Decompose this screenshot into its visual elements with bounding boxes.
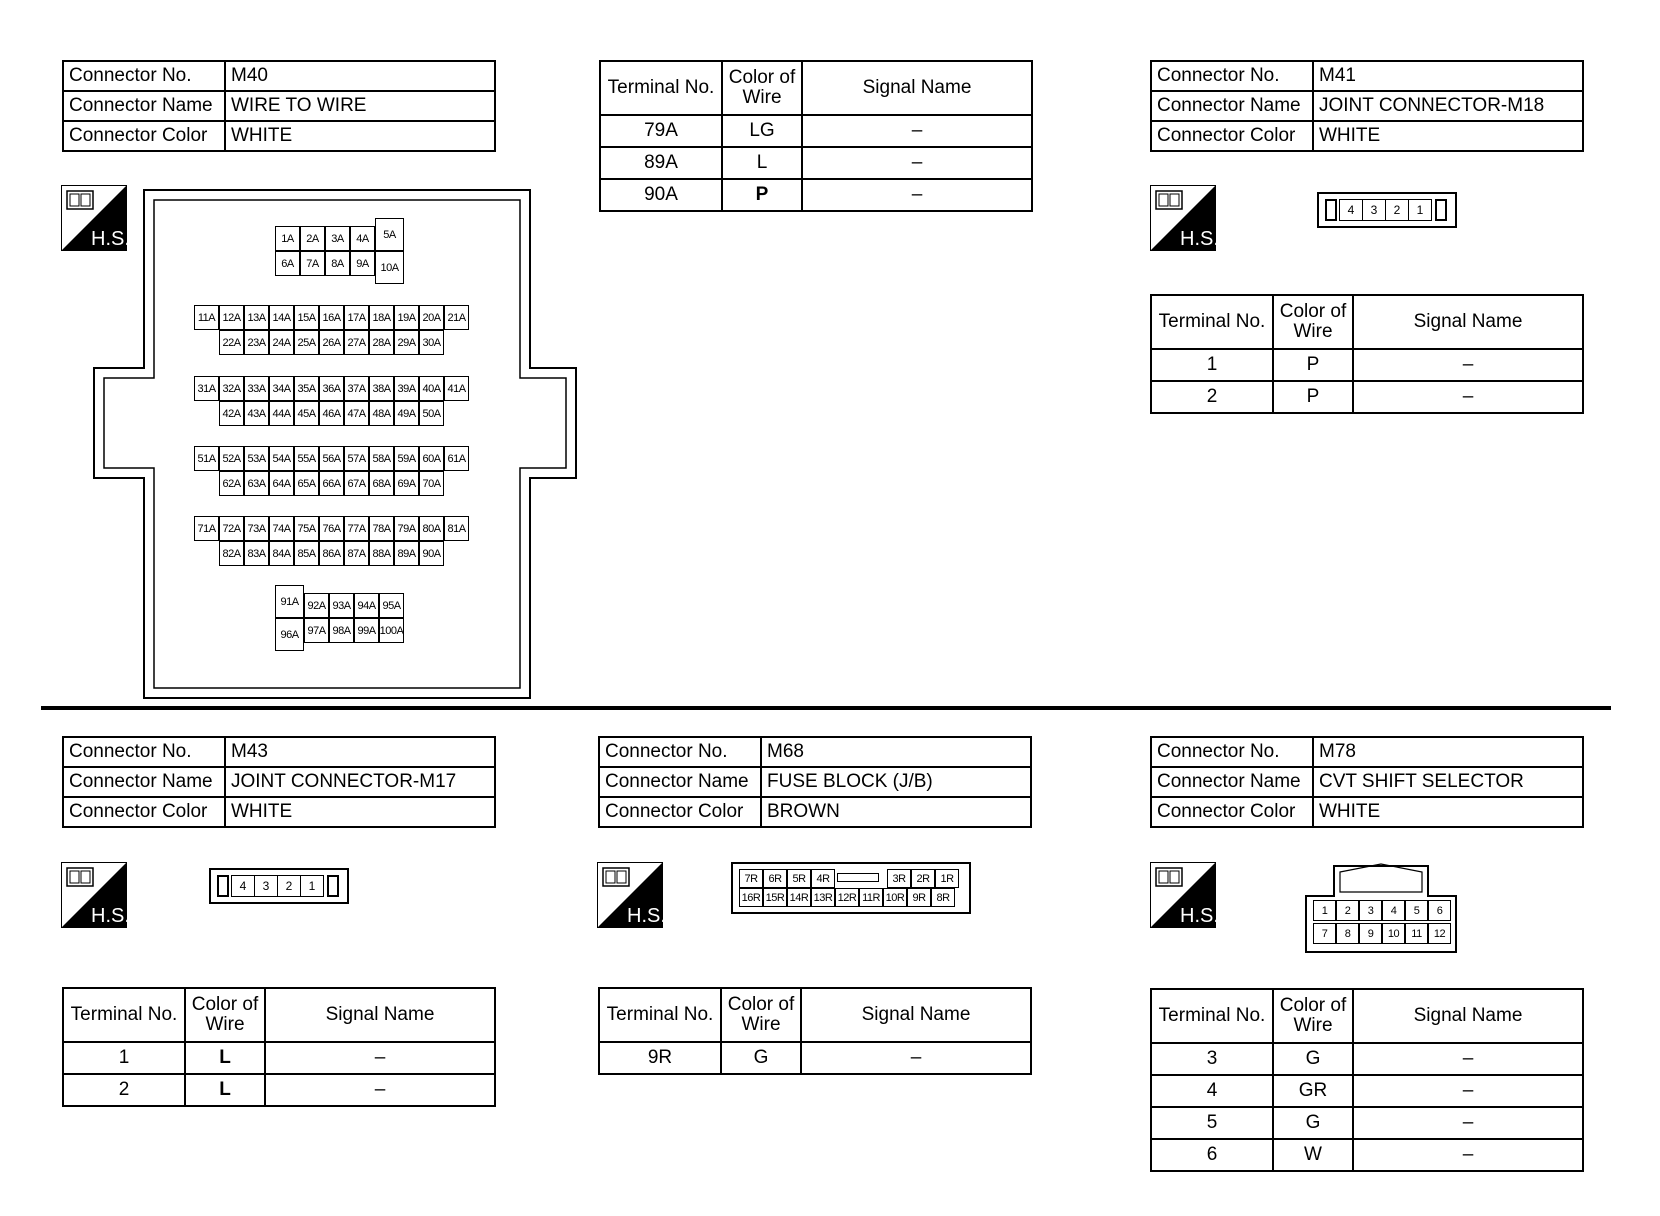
- pin: 18A: [369, 305, 394, 330]
- pin: 52A: [219, 446, 244, 471]
- pin: 62A: [219, 471, 244, 496]
- m41-terminal-table: [1150, 294, 1584, 414]
- connector-no-label: Connector No.: [599, 737, 761, 767]
- connector-color-label: Connector Color: [63, 797, 225, 827]
- pin: 9A: [350, 251, 375, 276]
- m43-connector-face: [209, 868, 349, 904]
- pin: 5R: [787, 869, 811, 888]
- pin: 32A: [219, 376, 244, 401]
- color-of-wire-header: Color of Wire: [1273, 989, 1353, 1043]
- table-row: 89A L –: [600, 147, 1032, 179]
- pin: 1: [1313, 900, 1336, 921]
- pin: 13R: [811, 888, 835, 907]
- connector-color-value: WHITE: [1313, 121, 1583, 151]
- pin: 55A: [294, 446, 319, 471]
- color-of-wire-header: Color of Wire: [721, 988, 801, 1042]
- pin: 77A: [344, 516, 369, 541]
- pin: 3A: [325, 226, 350, 251]
- connector-no-label: Connector No.: [63, 61, 225, 91]
- pin: 56A: [319, 446, 344, 471]
- pin: 64A: [269, 471, 294, 496]
- m68-connector-face: [731, 862, 971, 914]
- pin: 95A: [379, 593, 404, 618]
- connector-no-value: M43: [225, 737, 495, 767]
- pin: 12R: [835, 888, 859, 907]
- pin: 79A: [394, 516, 419, 541]
- connector-name-value: FUSE BLOCK (J/B): [761, 767, 1031, 797]
- pin: 5A: [375, 218, 404, 251]
- svg-text:H.S.: H.S.: [91, 228, 127, 250]
- pin: 73A: [244, 516, 269, 541]
- pin: 39A: [394, 376, 419, 401]
- pin: 6: [1428, 900, 1451, 921]
- pin: 90A: [419, 541, 444, 566]
- pin: 1R: [935, 869, 959, 888]
- pin: 4: [1382, 900, 1405, 921]
- table-row: 5 G –: [1151, 1107, 1583, 1139]
- pin: 54A: [269, 446, 294, 471]
- pin: 4: [231, 875, 255, 897]
- pin: 6R: [763, 869, 787, 888]
- pin: 3: [254, 875, 278, 897]
- pin: 23A: [244, 330, 269, 355]
- pin: 61A: [444, 446, 469, 471]
- pin: 72A: [219, 516, 244, 541]
- pin: 3R: [887, 869, 911, 888]
- pin: 93A: [329, 593, 354, 618]
- pin: 82A: [219, 541, 244, 566]
- pin: 8A: [325, 251, 350, 276]
- pin: 11: [1405, 923, 1428, 944]
- pin: 8: [1336, 923, 1359, 944]
- signal-name-header: Signal Name: [802, 61, 1032, 115]
- hs-icon: [597, 862, 663, 928]
- connector-no-label: Connector No.: [63, 737, 225, 767]
- pin: 2: [1336, 900, 1359, 921]
- pin: 11A: [194, 305, 219, 330]
- pin: 60A: [419, 446, 444, 471]
- hs-icon: [1150, 185, 1216, 251]
- signal-name-header: Signal Name: [1353, 295, 1583, 349]
- pin: 24A: [269, 330, 294, 355]
- pin: 10R: [883, 888, 907, 907]
- signal-name-header: Signal Name: [1353, 989, 1583, 1043]
- pin: 78A: [369, 516, 394, 541]
- connector-no-label: Connector No.: [1151, 737, 1313, 767]
- pin: 53A: [244, 446, 269, 471]
- pin: 28A: [369, 330, 394, 355]
- pin: 17A: [344, 305, 369, 330]
- pin: 12: [1428, 923, 1451, 944]
- section-divider: [41, 706, 1611, 710]
- pin: 63A: [244, 471, 269, 496]
- m43-terminal-table: [62, 987, 496, 1107]
- pin: 21A: [444, 305, 469, 330]
- pin: 7: [1313, 923, 1336, 944]
- terminal-no-header: Terminal No.: [600, 61, 722, 115]
- pin: 99A: [354, 618, 379, 643]
- pin: 100A: [379, 618, 404, 643]
- connector-no-value: M78: [1313, 737, 1583, 767]
- connector-name-label: Connector Name: [63, 91, 225, 121]
- connector-name-value: WIRE TO WIRE: [225, 91, 495, 121]
- pin: 12A: [219, 305, 244, 330]
- pin: 59A: [394, 446, 419, 471]
- pin: 74A: [269, 516, 294, 541]
- pin: 15A: [294, 305, 319, 330]
- terminal-no-header: Terminal No.: [1151, 989, 1273, 1043]
- pin: 3: [1359, 900, 1382, 921]
- latch-icon: [327, 875, 339, 897]
- connector-no-label: Connector No.: [1151, 61, 1313, 91]
- signal-name-header: Signal Name: [265, 988, 495, 1042]
- connector-no-value: M68: [761, 737, 1031, 767]
- connector-name-label: Connector Name: [1151, 767, 1313, 797]
- pin: 85A: [294, 541, 319, 566]
- pin: 35A: [294, 376, 319, 401]
- pin: 1A: [275, 226, 300, 251]
- pin: 92A: [304, 593, 329, 618]
- pin: 83A: [244, 541, 269, 566]
- pin: 3: [1362, 199, 1386, 221]
- pin: 41A: [444, 376, 469, 401]
- pin: 15R: [763, 888, 787, 907]
- pin: 9R: [907, 888, 931, 907]
- pin: 47A: [344, 401, 369, 426]
- pin: 98A: [329, 618, 354, 643]
- table-row: 79A LG –: [600, 115, 1032, 147]
- pin: 22A: [219, 330, 244, 355]
- pin: 44A: [269, 401, 294, 426]
- pin: 68A: [369, 471, 394, 496]
- m40-terminal-table: [599, 60, 1033, 212]
- pin: 89A: [394, 541, 419, 566]
- pin: 2: [1385, 199, 1409, 221]
- pin: 91A: [275, 585, 304, 618]
- pin: 40A: [419, 376, 444, 401]
- terminal-no-header: Terminal No.: [1151, 295, 1273, 349]
- m41-connector-face: [1317, 192, 1457, 228]
- pin: 29A: [394, 330, 419, 355]
- color-of-wire-header: Color of Wire: [1273, 295, 1353, 349]
- table-row: 9R G –: [599, 1042, 1031, 1074]
- pin: 8R: [931, 888, 955, 907]
- pin: 31A: [194, 376, 219, 401]
- pin: 65A: [294, 471, 319, 496]
- pin: 84A: [269, 541, 294, 566]
- pin: 6A: [275, 251, 300, 276]
- connector-name-label: Connector Name: [599, 767, 761, 797]
- table-row: 4 GR –: [1151, 1075, 1583, 1107]
- pin: 38A: [369, 376, 394, 401]
- m40-info-table: [62, 60, 496, 152]
- hs-icon: [61, 862, 127, 928]
- table-row: 1 L –: [63, 1042, 495, 1074]
- pin: 26A: [319, 330, 344, 355]
- pin: 81A: [444, 516, 469, 541]
- pin: 66A: [319, 471, 344, 496]
- color-of-wire-header: Color of Wire: [722, 61, 802, 115]
- pin: 67A: [344, 471, 369, 496]
- pin: 5: [1405, 900, 1428, 921]
- pin: 14A: [269, 305, 294, 330]
- color-of-wire-header: Color of Wire: [185, 988, 265, 1042]
- pin: 4A: [350, 226, 375, 251]
- pin: 14R: [787, 888, 811, 907]
- pin: 34A: [269, 376, 294, 401]
- terminal-no-header: Terminal No.: [599, 988, 721, 1042]
- table-row: 3 G –: [1151, 1043, 1583, 1075]
- pin: 69A: [394, 471, 419, 496]
- pin: 27A: [344, 330, 369, 355]
- pin: 80A: [419, 516, 444, 541]
- m43-info-table: [62, 736, 496, 828]
- m78-terminal-table: [1150, 988, 1584, 1172]
- connector-name-value: CVT SHIFT SELECTOR: [1313, 767, 1583, 797]
- table-row: 6 W –: [1151, 1139, 1583, 1171]
- pin: 4R: [811, 869, 835, 888]
- connector-color-label: Connector Color: [63, 121, 225, 151]
- pin: 9: [1359, 923, 1382, 944]
- terminal-no-header: Terminal No.: [63, 988, 185, 1042]
- m78-info-table: [1150, 736, 1584, 828]
- connector-color-value: WHITE: [225, 121, 495, 151]
- pin: 36A: [319, 376, 344, 401]
- pin: 25A: [294, 330, 319, 355]
- pin: 10A: [375, 251, 404, 284]
- pin: 1: [300, 875, 324, 897]
- pin: 75A: [294, 516, 319, 541]
- latch-icon: [1325, 199, 1337, 221]
- pin: 10: [1382, 923, 1405, 944]
- connector-name-label: Connector Name: [63, 767, 225, 797]
- pin: 87A: [344, 541, 369, 566]
- pin: 50A: [419, 401, 444, 426]
- svg-text:H.S.: H.S.: [91, 905, 127, 927]
- svg-text:H.S.: H.S.: [1180, 228, 1216, 250]
- connector-color-value: BROWN: [761, 797, 1031, 827]
- connector-color-label: Connector Color: [1151, 797, 1313, 827]
- signal-name-header: Signal Name: [801, 988, 1031, 1042]
- pin: 58A: [369, 446, 394, 471]
- connector-no-value: M40: [225, 61, 495, 91]
- table-row: 1 P –: [1151, 349, 1583, 381]
- pin: 30A: [419, 330, 444, 355]
- svg-text:H.S.: H.S.: [627, 905, 663, 927]
- pin: 13A: [244, 305, 269, 330]
- table-row: 90A P –: [600, 179, 1032, 211]
- pin: 20A: [419, 305, 444, 330]
- latch-icon: [217, 875, 229, 897]
- pin: 11R: [859, 888, 883, 907]
- pin: 51A: [194, 446, 219, 471]
- pin: 7A: [300, 251, 325, 276]
- pin: 45A: [294, 401, 319, 426]
- pin: 88A: [369, 541, 394, 566]
- table-row: 2 P –: [1151, 381, 1583, 413]
- pin: 19A: [394, 305, 419, 330]
- pin: 2R: [911, 869, 935, 888]
- pin: 4: [1339, 199, 1363, 221]
- pin: 57A: [344, 446, 369, 471]
- pin: 71A: [194, 516, 219, 541]
- connector-color-value: WHITE: [1313, 797, 1583, 827]
- pin: 16R: [739, 888, 763, 907]
- pin: 37A: [344, 376, 369, 401]
- connector-no-value: M41: [1313, 61, 1583, 91]
- connector-color-label: Connector Color: [599, 797, 761, 827]
- slot: [837, 873, 879, 882]
- pin: 16A: [319, 305, 344, 330]
- latch-icon: [1435, 199, 1447, 221]
- m68-terminal-table: [598, 987, 1032, 1075]
- pin: 42A: [219, 401, 244, 426]
- pin: 46A: [319, 401, 344, 426]
- pin: 76A: [319, 516, 344, 541]
- connector-name-label: Connector Name: [1151, 91, 1313, 121]
- pin: 86A: [319, 541, 344, 566]
- m68-info-table: [598, 736, 1032, 828]
- pin: 96A: [275, 618, 304, 651]
- connector-color-value: WHITE: [225, 797, 495, 827]
- pin: 1: [1408, 199, 1432, 221]
- pin: 94A: [354, 593, 379, 618]
- pin: 7R: [739, 869, 763, 888]
- pin: 49A: [394, 401, 419, 426]
- pin: 48A: [369, 401, 394, 426]
- connector-name-value: JOINT CONNECTOR-M18: [1313, 91, 1583, 121]
- pin: 43A: [244, 401, 269, 426]
- connector-color-label: Connector Color: [1151, 121, 1313, 151]
- pin: 70A: [419, 471, 444, 496]
- m41-info-table: [1150, 60, 1584, 152]
- table-row: 2 L –: [63, 1074, 495, 1106]
- svg-text:H.S.: H.S.: [1180, 905, 1216, 927]
- hs-icon: [1150, 862, 1216, 928]
- connector-name-value: JOINT CONNECTOR-M17: [225, 767, 495, 797]
- pin: 97A: [304, 618, 329, 643]
- pin: 33A: [244, 376, 269, 401]
- pin: 2: [277, 875, 301, 897]
- pin: 2A: [300, 226, 325, 251]
